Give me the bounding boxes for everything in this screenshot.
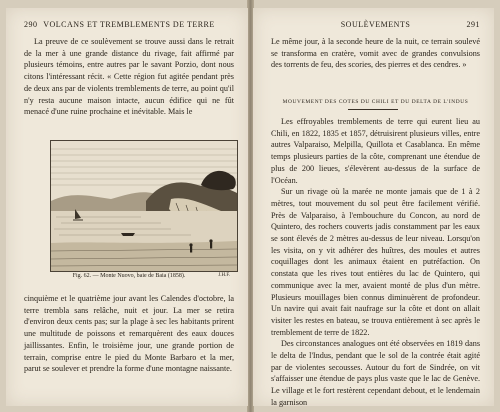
right-page-number: 291 bbox=[466, 20, 480, 29]
paragraph: Le même jour, à la seconde heure de la nuit, ce terrain soulevé se transforma en cratère, vomit avec de grandes convulsions des torrents de feu, des scories, des pierres et des cendres. » bbox=[271, 37, 480, 70]
right-text-intro bbox=[271, 36, 480, 96]
left-text-bottom bbox=[24, 293, 234, 399]
figure-caption bbox=[24, 273, 234, 285]
figure-caption-text: Fig. 62. — Monte Nuovo, baie de Baia (1858). bbox=[72, 273, 186, 279]
paragraph: Des circonstances analogues ont été observées en 1819 dans le delta de l'Indus, pendant que le sol de la contrée était agité par de violentes secousses. Autour du fort de Sindrée, on vit s'affaisser une étendue de pays plus vaste que le lac de Genève. Le village et le fort restèrent cependant debout, et le lendemain la garnison bbox=[271, 339, 480, 407]
section-heading: MOUVEMENT DES COTES DU CHILI ET DU DELTA DE L'INDUS bbox=[282, 99, 469, 105]
left-running-title: VOLCANS ET TREMBLEMENTS DE TERRE bbox=[43, 20, 215, 29]
left-page-number: 290 bbox=[24, 20, 38, 29]
section-rule bbox=[348, 109, 398, 110]
right-running-head bbox=[271, 20, 480, 32]
left-page bbox=[6, 8, 248, 406]
right-text-body bbox=[271, 116, 480, 407]
monte-nuovo-engraving bbox=[50, 140, 238, 272]
engraving-illustration bbox=[51, 141, 237, 271]
left-text-top bbox=[24, 36, 234, 132]
left-running-head bbox=[24, 20, 234, 32]
figure-credit: J.H.F. bbox=[218, 273, 230, 278]
paragraph: La preuve de ce soulèvement se trouve aussi dans le retrait de la mer à une grande distance du rivage, fait affirmé par plusieurs témoins, entre autres par le savant Porzio, dont nous citons l'intéressant récit. « Cette région fut agitée pendant près de deux ans par de violents tremblements de terre, au point qu'il n'y resta aucune maison intacte, aucun édifice qui ne fût menacé d'une ruine prochaine et inévitable. Mais le bbox=[24, 37, 234, 117]
right-page bbox=[253, 8, 494, 406]
paragraph: Sur un rivage où la marée ne monte jamais que de 1 à 2 mètres, tout mouvement du sol peut être facilement vérifié. Près de Valparaiso, à l'embouchure du Concon, au nord de Quintero, des rochers couverts jadis constamment par les eaux se sont élevés de 2 mètres au-dessus de leur niveau. Lorsqu'on les visita, on y vit adhérer des huîtres, des moules et autres coquillages dont les animaux étaient en putréfaction. On constata que les rives tout entières du lac de Quintero, qui communique avec la mer, avaient monté de plus d'un mètre. Plusieurs mouillages bien connus diminuèrent de profondeur. Un navire qui avait fait naufrage sur la côte et dont on allait visiter les restes en bateau, se trouva entièrement à sec après le tremblement de terre de 1822. bbox=[271, 187, 480, 337]
paragraph: Les effroyables tremblements de terre qui eurent lieu au Chili, en 1822, 1835 et 1857, détruisirent plusieurs villes, entre autres Valparaiso, Melpilla, Quillota et Casablanca. En même temps plusieurs parties de la côte, comprenant une étendue de plus de 200 lieues, s'élevèrent au-dessus de la surface de l'Océan. bbox=[271, 117, 480, 185]
paragraph: cinquième et le quatrième jour avant les Calendes d'octobre, la terre trembla sans relâche, nuit et jour. La mer se retira d'environ deux cents pas; sur la plage à sec les habitants prirent une multitude de poissons et remarquèrent des eaux douces jaillissantes. Enfin, le troisième jour, une grande portion de terrain, comprise entre le pied du Monte Barbaro et la mer, parut se soulever et prendre la forme d'une montagne naissante. bbox=[24, 294, 234, 374]
right-running-title: SOULÈVEMENTS bbox=[340, 20, 411, 29]
